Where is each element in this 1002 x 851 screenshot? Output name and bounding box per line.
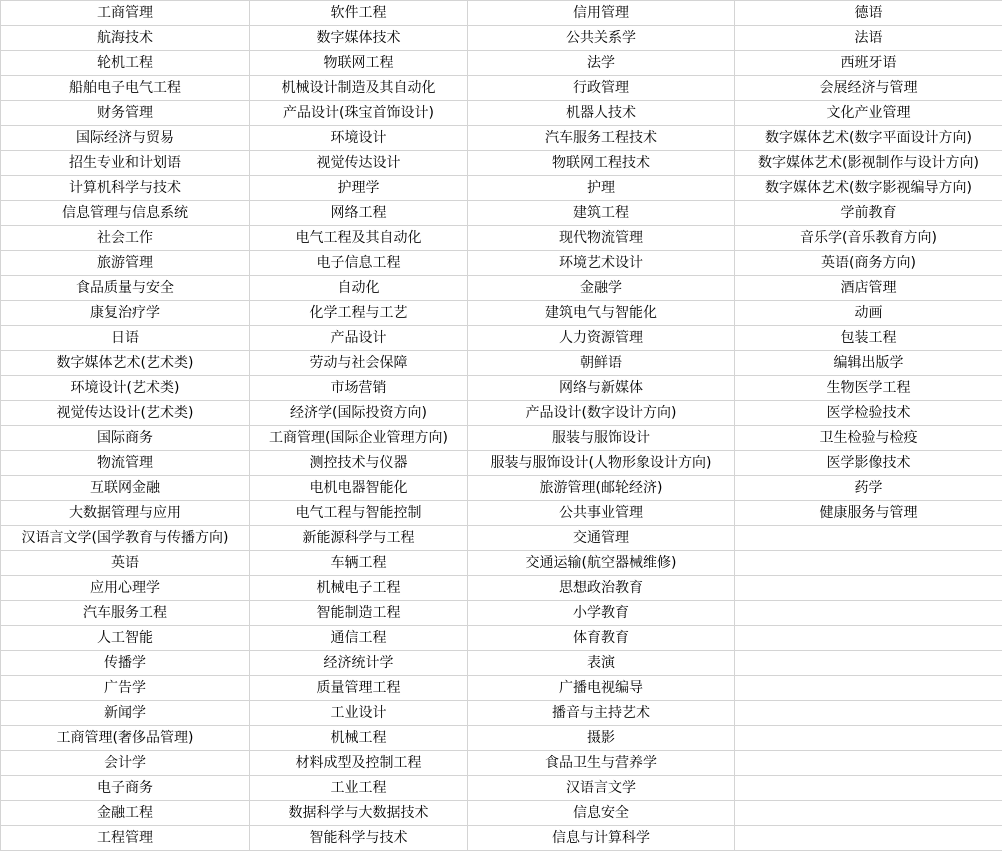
table-row	[1, 626, 1002, 651]
table-row	[1, 176, 1002, 201]
table-cell: 经济统计学	[250, 651, 468, 676]
table-cell: 工业工程	[250, 776, 468, 801]
table-cell: 服装与服饰设计	[468, 426, 735, 451]
table-cell: 动画	[735, 301, 1002, 326]
table-cell: 药学	[735, 476, 1002, 501]
table-cell: 音乐学(音乐教育方向)	[735, 226, 1002, 251]
table-cell: 信息管理与信息系统	[1, 201, 250, 226]
table-cell: 船舶电子电气工程	[1, 76, 250, 101]
table-row	[1, 276, 1002, 301]
table-cell: 招生专业和计划语	[1, 151, 250, 176]
table-cell	[735, 651, 1002, 676]
table-row	[1, 326, 1002, 351]
table-cell: 包装工程	[735, 326, 1002, 351]
table-cell: 信息与计算科学	[468, 826, 735, 851]
table-cell: 轮机工程	[1, 51, 250, 76]
table-cell: 互联网金融	[1, 476, 250, 501]
table-cell: 金融学	[468, 276, 735, 301]
table-row	[1, 726, 1002, 751]
table-cell	[735, 526, 1002, 551]
table-row	[1, 1, 1002, 26]
table-cell: 视觉传达设计(艺术类)	[1, 401, 250, 426]
table-cell: 材料成型及控制工程	[250, 751, 468, 776]
table-cell: 朝鲜语	[468, 351, 735, 376]
table-row	[1, 826, 1002, 851]
table-cell: 工商管理(奢侈品管理)	[1, 726, 250, 751]
table-row	[1, 751, 1002, 776]
table-cell: 国际商务	[1, 426, 250, 451]
table-cell: 环境设计(艺术类)	[1, 376, 250, 401]
table-cell	[735, 751, 1002, 776]
table-cell: 电气工程与智能控制	[250, 501, 468, 526]
table-cell: 机械工程	[250, 726, 468, 751]
table-cell	[735, 726, 1002, 751]
table-row	[1, 426, 1002, 451]
table-cell: 英语(商务方向)	[735, 251, 1002, 276]
table-row	[1, 476, 1002, 501]
table-cell: 汉语言文学	[468, 776, 735, 801]
table-cell: 人工智能	[1, 626, 250, 651]
table-cell: 信息安全	[468, 801, 735, 826]
table-cell: 数字媒体艺术(数字平面设计方向)	[735, 126, 1002, 151]
table-cell: 旅游管理(邮轮经济)	[468, 476, 735, 501]
table-cell: 产品设计(数字设计方向)	[468, 401, 735, 426]
table-cell: 信用管理	[468, 1, 735, 26]
table-cell	[735, 826, 1002, 851]
table-row	[1, 676, 1002, 701]
table-row	[1, 126, 1002, 151]
table-cell: 法语	[735, 26, 1002, 51]
table-cell: 传播学	[1, 651, 250, 676]
table-cell: 汉语言文学(国学教育与传播方向)	[1, 526, 250, 551]
table-cell: 大数据管理与应用	[1, 501, 250, 526]
table-cell: 智能科学与技术	[250, 826, 468, 851]
table-cell: 机械设计制造及其自动化	[250, 76, 468, 101]
table-cell: 医学检验技术	[735, 401, 1002, 426]
table-cell: 测控技术与仪器	[250, 451, 468, 476]
table-cell: 行政管理	[468, 76, 735, 101]
table-cell	[735, 801, 1002, 826]
table-row	[1, 601, 1002, 626]
table-cell: 通信工程	[250, 626, 468, 651]
table-cell: 食品质量与安全	[1, 276, 250, 301]
table-cell: 产品设计	[250, 326, 468, 351]
table-row	[1, 776, 1002, 801]
table-cell: 健康服务与管理	[735, 501, 1002, 526]
table-row	[1, 151, 1002, 176]
table-cell: 视觉传达设计	[250, 151, 468, 176]
table-cell: 学前教育	[735, 201, 1002, 226]
table-cell: 数字媒体艺术(影视制作与设计方向)	[735, 151, 1002, 176]
table-cell: 电子商务	[1, 776, 250, 801]
table-cell: 工商管理	[1, 1, 250, 26]
table-row	[1, 801, 1002, 826]
table-cell: 经济学(国际投资方向)	[250, 401, 468, 426]
table-cell: 护理	[468, 176, 735, 201]
table-cell: 体育教育	[468, 626, 735, 651]
table-cell: 建筑工程	[468, 201, 735, 226]
table-cell: 劳动与社会保障	[250, 351, 468, 376]
table-cell: 软件工程	[250, 1, 468, 26]
table-cell: 电气工程及其自动化	[250, 226, 468, 251]
table-cell: 计算机科学与技术	[1, 176, 250, 201]
table-row	[1, 26, 1002, 51]
table-cell: 生物医学工程	[735, 376, 1002, 401]
table-cell: 网络工程	[250, 201, 468, 226]
table-cell: 机器人技术	[468, 101, 735, 126]
table-row	[1, 376, 1002, 401]
table-cell: 西班牙语	[735, 51, 1002, 76]
table-cell: 应用心理学	[1, 576, 250, 601]
table-row	[1, 226, 1002, 251]
table-cell: 工业设计	[250, 701, 468, 726]
table-cell: 车辆工程	[250, 551, 468, 576]
table-cell: 摄影	[468, 726, 735, 751]
table-cell: 会计学	[1, 751, 250, 776]
table-cell: 会展经济与管理	[735, 76, 1002, 101]
table-row	[1, 101, 1002, 126]
table-cell: 数字媒体艺术(数字影视编导方向)	[735, 176, 1002, 201]
table-cell: 现代物流管理	[468, 226, 735, 251]
table-cell: 广告学	[1, 676, 250, 701]
table-cell: 护理学	[250, 176, 468, 201]
table-row	[1, 51, 1002, 76]
table-cell: 服装与服饰设计(人物形象设计方向)	[468, 451, 735, 476]
table-row	[1, 251, 1002, 276]
table-row	[1, 76, 1002, 101]
table-row	[1, 551, 1002, 576]
table-cell: 公共关系学	[468, 26, 735, 51]
table-cell: 社会工作	[1, 226, 250, 251]
table-cell	[735, 551, 1002, 576]
table-cell: 机械电子工程	[250, 576, 468, 601]
table-cell: 交通运输(航空器械维修)	[468, 551, 735, 576]
table-cell	[735, 601, 1002, 626]
table-cell: 环境设计	[250, 126, 468, 151]
table-cell: 公共事业管理	[468, 501, 735, 526]
table-cell: 食品卫生与营养学	[468, 751, 735, 776]
table-cell: 旅游管理	[1, 251, 250, 276]
table-cell: 英语	[1, 551, 250, 576]
table-cell: 数字媒体艺术(艺术类)	[1, 351, 250, 376]
table-cell: 播音与主持艺术	[468, 701, 735, 726]
table-cell: 医学影像技术	[735, 451, 1002, 476]
table-cell: 人力资源管理	[468, 326, 735, 351]
table-row	[1, 201, 1002, 226]
table-cell: 数据科学与大数据技术	[250, 801, 468, 826]
table-row	[1, 451, 1002, 476]
table-cell: 康复治疗学	[1, 301, 250, 326]
table-cell	[735, 576, 1002, 601]
table-cell	[735, 676, 1002, 701]
table-cell: 国际经济与贸易	[1, 126, 250, 151]
table-cell: 财务管理	[1, 101, 250, 126]
table-cell: 物联网工程技术	[468, 151, 735, 176]
table-row	[1, 526, 1002, 551]
table-cell: 网络与新媒体	[468, 376, 735, 401]
table-cell: 数字媒体技术	[250, 26, 468, 51]
table-cell: 工商管理(国际企业管理方向)	[250, 426, 468, 451]
table-row	[1, 401, 1002, 426]
table-cell: 自动化	[250, 276, 468, 301]
table-cell: 小学教育	[468, 601, 735, 626]
table-cell: 广播电视编导	[468, 676, 735, 701]
table-cell: 工程管理	[1, 826, 250, 851]
table-row	[1, 351, 1002, 376]
table-cell: 德语	[735, 1, 1002, 26]
table-cell: 电子信息工程	[250, 251, 468, 276]
table-cell	[735, 626, 1002, 651]
table-cell: 电机电器智能化	[250, 476, 468, 501]
table-cell: 市场营销	[250, 376, 468, 401]
table-cell: 新能源科学与工程	[250, 526, 468, 551]
table-cell: 环境艺术设计	[468, 251, 735, 276]
table-cell: 表演	[468, 651, 735, 676]
table-row	[1, 651, 1002, 676]
table-cell: 酒店管理	[735, 276, 1002, 301]
table-cell: 产品设计(珠宝首饰设计)	[250, 101, 468, 126]
table-cell: 建筑电气与智能化	[468, 301, 735, 326]
table-cell: 卫生检验与检疫	[735, 426, 1002, 451]
table-cell: 质量管理工程	[250, 676, 468, 701]
table-cell: 汽车服务工程	[1, 601, 250, 626]
table-cell: 法学	[468, 51, 735, 76]
table-cell: 航海技术	[1, 26, 250, 51]
table-cell: 化学工程与工艺	[250, 301, 468, 326]
table-row	[1, 501, 1002, 526]
table-row	[1, 576, 1002, 601]
table-cell: 金融工程	[1, 801, 250, 826]
table-cell: 日语	[1, 326, 250, 351]
table-cell	[735, 701, 1002, 726]
table-cell: 交通管理	[468, 526, 735, 551]
majors-table-body	[1, 1, 1002, 851]
table-row	[1, 301, 1002, 326]
table-cell: 智能制造工程	[250, 601, 468, 626]
table-cell: 物联网工程	[250, 51, 468, 76]
table-cell: 文化产业管理	[735, 101, 1002, 126]
table-row	[1, 701, 1002, 726]
table-cell: 汽车服务工程技术	[468, 126, 735, 151]
table-cell: 思想政治教育	[468, 576, 735, 601]
table-cell: 编辑出版学	[735, 351, 1002, 376]
table-cell: 物流管理	[1, 451, 250, 476]
table-cell: 新闻学	[1, 701, 250, 726]
table-cell	[735, 776, 1002, 801]
